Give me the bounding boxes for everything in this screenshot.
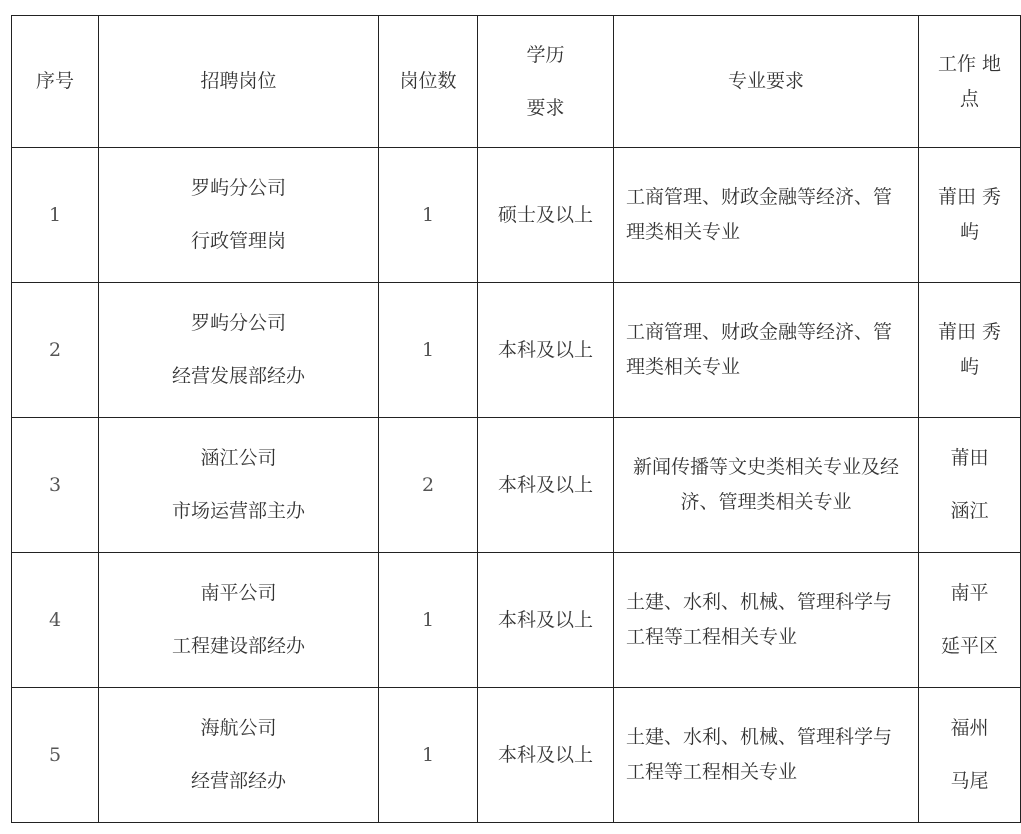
row-major <box>614 553 919 688</box>
header-index: 序号 <box>12 16 99 148</box>
row-position <box>99 418 379 553</box>
row-index: 1 <box>12 148 99 283</box>
row-count: 1 <box>379 283 478 418</box>
row-major-line1: 土建、水利、机械、管理科学与 <box>626 590 893 613</box>
row-location-line2: 马尾 <box>950 770 989 792</box>
row-education: 本科及以上 <box>478 553 614 688</box>
header-education-line2: 要求 <box>526 96 565 119</box>
row-major-line1: 新闻传播等文史类相关专业及经 <box>632 455 899 478</box>
row-position-name: 工程建设部经办 <box>171 635 305 657</box>
row-index: 2 <box>12 283 99 418</box>
row-location <box>919 688 1021 823</box>
header-count: 岗位数 <box>379 16 478 148</box>
row-major <box>614 418 919 553</box>
row-index: 4 <box>12 553 99 688</box>
row-position <box>99 553 379 688</box>
row-company: 罗屿分公司 <box>190 312 286 335</box>
row-location-line1: 莆田 秀 <box>937 186 1002 209</box>
row-major <box>614 283 919 418</box>
row-count: 1 <box>379 688 478 823</box>
row-major <box>614 688 919 823</box>
table-row <box>12 283 1021 418</box>
row-location-line2: 屿 <box>959 356 979 378</box>
row-education: 本科及以上 <box>478 688 614 823</box>
row-company: 南平公司 <box>200 582 277 605</box>
row-location <box>919 418 1021 553</box>
table-row <box>12 688 1021 823</box>
row-index: 5 <box>12 688 99 823</box>
table-row <box>12 418 1021 553</box>
row-education: 本科及以上 <box>478 418 614 553</box>
row-location-line1: 莆田 秀 <box>937 321 1002 344</box>
row-location-line2: 延平区 <box>940 635 998 657</box>
row-major-line2: 工程等工程相关专业 <box>626 626 798 648</box>
row-position-name: 行政管理岗 <box>190 230 286 252</box>
table-row <box>12 148 1021 283</box>
row-position-name: 经营部经办 <box>190 770 286 792</box>
row-position <box>99 283 379 418</box>
header-position: 招聘岗位 <box>99 16 379 148</box>
row-major-line2: 理类相关专业 <box>626 356 741 378</box>
row-position-name: 市场运营部主办 <box>171 500 305 522</box>
row-count: 2 <box>379 418 478 553</box>
row-major-line1: 土建、水利、机械、管理科学与 <box>626 725 893 748</box>
row-location-line2: 屿 <box>959 221 979 243</box>
row-company: 罗屿分公司 <box>190 177 286 200</box>
row-count: 1 <box>379 148 478 283</box>
row-location-line2: 涵江 <box>950 500 989 522</box>
row-major-line2: 济、管理类相关专业 <box>680 491 852 513</box>
row-count: 1 <box>379 553 478 688</box>
table-header-row <box>12 16 1021 148</box>
row-education: 硕士及以上 <box>478 148 614 283</box>
header-location-line2: 点 <box>959 87 979 110</box>
row-index: 3 <box>12 418 99 553</box>
row-major-line2: 理类相关专业 <box>626 221 741 243</box>
header-location <box>919 16 1021 148</box>
row-location <box>919 148 1021 283</box>
row-major-line1: 工商管理、财政金融等经济、管 <box>626 320 893 343</box>
header-education-line1: 学历 <box>526 43 565 66</box>
header-location-line1: 工作 地 <box>937 52 1002 75</box>
row-major <box>614 148 919 283</box>
row-major-line2: 工程等工程相关专业 <box>626 761 798 783</box>
row-location <box>919 283 1021 418</box>
recruitment-table <box>11 15 1021 823</box>
row-location-line1: 福州 <box>950 717 989 740</box>
row-position-name: 经营发展部经办 <box>171 365 305 387</box>
row-major-line1: 工商管理、财政金融等经济、管 <box>626 185 893 208</box>
row-location-line1: 南平 <box>950 582 989 605</box>
row-location <box>919 553 1021 688</box>
row-company: 海航公司 <box>200 717 277 740</box>
row-location-line1: 莆田 <box>950 447 989 470</box>
row-position <box>99 148 379 283</box>
row-position <box>99 688 379 823</box>
header-education <box>478 16 614 148</box>
header-major: 专业要求 <box>614 16 919 148</box>
row-education: 本科及以上 <box>478 283 614 418</box>
row-company: 涵江公司 <box>200 447 277 470</box>
table-row <box>12 553 1021 688</box>
